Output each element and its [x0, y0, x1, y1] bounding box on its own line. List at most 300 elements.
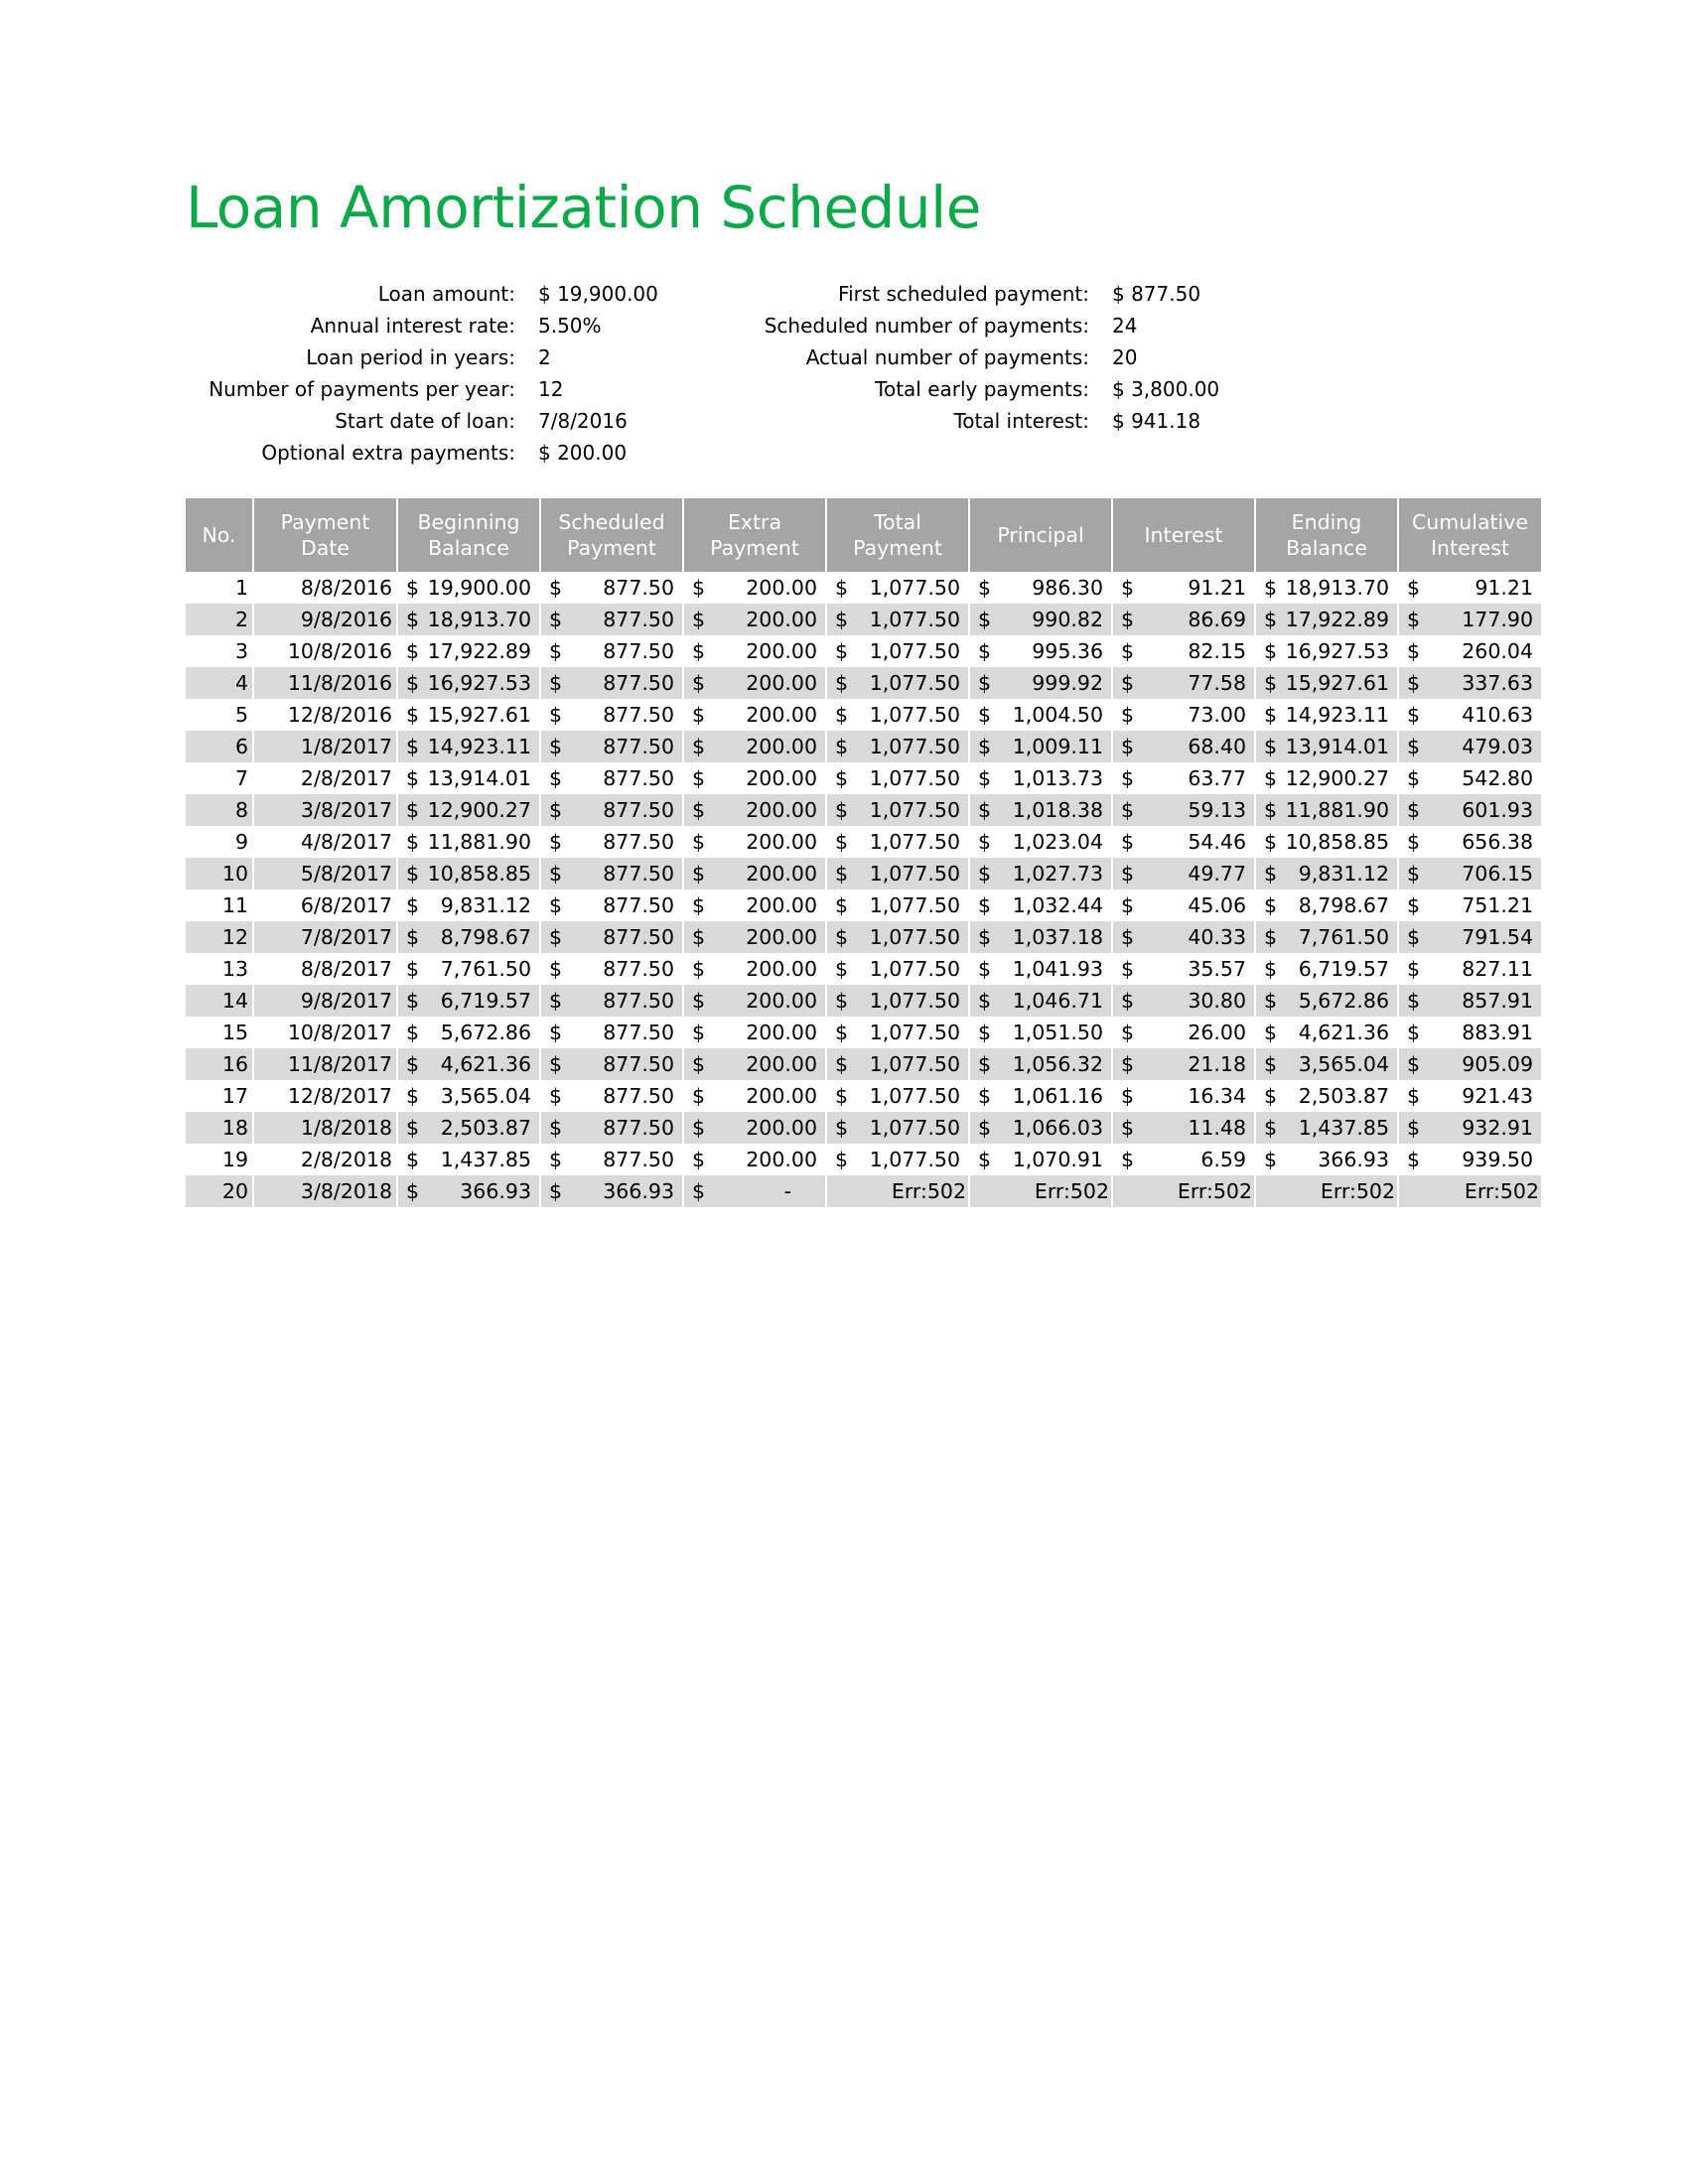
column-header-text: Extra [727, 510, 782, 534]
currency-symbol: $ [835, 830, 849, 854]
cell-date: 6/8/2017 [253, 889, 397, 921]
cell-cumint [1398, 794, 1541, 826]
currency-symbol: $ [978, 925, 992, 949]
loan-input-row [186, 278, 658, 310]
cell-date: 8/8/2017 [253, 953, 397, 985]
currency-symbol: $ [1264, 1084, 1278, 1108]
cell-date: 7/8/2017 [253, 921, 397, 953]
currency-symbol: $ [1407, 1052, 1421, 1076]
currency-symbol: $ [835, 925, 849, 949]
cell-interest [1112, 572, 1255, 604]
currency-symbol: $ [1264, 671, 1278, 695]
cell-extra [683, 1144, 826, 1175]
cell-sched [540, 604, 683, 635]
amount-value: 366.93 [1318, 1148, 1389, 1171]
cell-sched [540, 921, 683, 953]
amount-value: 877.50 [603, 893, 674, 917]
amount-value: 9,831.12 [440, 893, 531, 917]
amount-value: 7,761.50 [1298, 925, 1389, 949]
amount-value: 15,927.61 [427, 703, 531, 727]
cell-no: 2 [186, 604, 253, 635]
cell-principal [969, 1017, 1112, 1048]
cell-sched [540, 794, 683, 826]
cell-interest [1112, 604, 1255, 635]
amount-value: 706.15 [1462, 862, 1533, 886]
amount-value: 1,077.50 [869, 893, 960, 917]
cell-ending [1255, 826, 1398, 858]
currency-symbol: $ [978, 957, 992, 981]
amount-value: 877.50 [603, 1084, 674, 1108]
amount-value: 1,077.50 [869, 989, 960, 1013]
currency-symbol: $ [406, 1052, 420, 1076]
currency-symbol: $ [1407, 1021, 1421, 1044]
amount-value: 40.33 [1188, 925, 1246, 949]
table-row [186, 1175, 1541, 1207]
currency-symbol: $ [1264, 925, 1278, 949]
column-header-principal [969, 498, 1112, 572]
cell-extra [683, 762, 826, 794]
cell-interest [1112, 794, 1255, 826]
table-row [186, 667, 1541, 699]
cell-sched [540, 889, 683, 921]
currency-symbol: $ [835, 671, 849, 695]
amount-value: 10,858.85 [1285, 830, 1389, 854]
loan-input-value: 7/8/2016 [538, 409, 628, 433]
table-row [186, 921, 1541, 953]
currency-symbol: $ [549, 1179, 563, 1203]
currency-symbol: $ [406, 1179, 420, 1203]
cell-principal [969, 921, 1112, 953]
loan-inputs [186, 278, 658, 469]
cell-principal [969, 699, 1112, 731]
amount-value: 49.77 [1188, 862, 1246, 886]
currency-symbol: $ [692, 703, 706, 727]
currency-symbol: $ [549, 735, 563, 758]
currency-symbol: $ [1264, 735, 1278, 758]
cell-cumint [1398, 1112, 1541, 1144]
currency-symbol: $ [549, 639, 563, 663]
cell-sched [540, 1017, 683, 1048]
column-header-date [253, 498, 397, 572]
currency-symbol: $ [549, 608, 563, 631]
cell-begin [397, 572, 540, 604]
currency-symbol: $ [692, 1179, 706, 1203]
amount-value: 877.50 [603, 735, 674, 758]
amount-value: 1,077.50 [869, 639, 960, 663]
cell-total [826, 1112, 969, 1144]
cell-cumint [1398, 1017, 1541, 1048]
table-row [186, 572, 1541, 604]
cell-no: 1 [234, 576, 248, 600]
amount-value: 12,900.27 [1285, 766, 1389, 790]
amount-value: 1,077.50 [869, 925, 960, 949]
currency-symbol: $ [1264, 862, 1278, 886]
amount-value: 1,066.03 [1012, 1116, 1103, 1140]
cell-interest [1112, 731, 1255, 762]
currency-symbol: $ [835, 608, 849, 631]
amount-value: 2,503.87 [1298, 1084, 1389, 1108]
table-row [186, 1017, 1541, 1048]
cell-begin [397, 699, 540, 731]
amount-value: 877.50 [603, 766, 674, 790]
amount-value: 1,077.50 [869, 735, 960, 758]
currency-symbol: $ [406, 639, 420, 663]
column-header-cumint [1398, 498, 1541, 572]
table-row [186, 731, 1541, 762]
page-title: Loan Amortization Schedule [186, 174, 981, 241]
currency-symbol: $ [1407, 862, 1421, 886]
loan-input-label: Optional extra payments: [261, 441, 515, 465]
currency-symbol: $ [692, 671, 706, 695]
amount-value: 1,023.04 [1012, 830, 1103, 854]
cell-ending [1255, 667, 1398, 699]
cell-date: 2/8/2017 [253, 762, 397, 794]
loan-summary-value: $ 877.50 [1112, 282, 1201, 306]
table-row [186, 1144, 1541, 1175]
amount-value: 1,077.50 [869, 798, 960, 822]
column-header-text: Interest [1144, 523, 1223, 547]
amount-value: 19,900.00 [427, 576, 531, 600]
currency-symbol: $ [406, 893, 420, 917]
currency-symbol: $ [1264, 798, 1278, 822]
cell-ending [1255, 1017, 1398, 1048]
currency-symbol: $ [692, 766, 706, 790]
amount-value: 905.09 [1462, 1052, 1533, 1076]
currency-symbol: $ [1407, 735, 1421, 758]
cell-principal [969, 667, 1112, 699]
cell-sched [540, 762, 683, 794]
cell-extra [683, 667, 826, 699]
currency-symbol: $ [406, 925, 420, 949]
cell-sched [540, 985, 683, 1017]
cell-no: 5 [234, 703, 248, 727]
currency-symbol: $ [978, 893, 992, 917]
currency-symbol: $ [692, 957, 706, 981]
amount-value: 479.03 [1462, 735, 1533, 758]
cell-date: 11/8/2016 [253, 667, 397, 699]
currency-symbol: $ [406, 766, 420, 790]
column-header-text: Beginning [417, 510, 520, 534]
cell-extra [683, 699, 826, 731]
currency-symbol: $ [1264, 1148, 1278, 1171]
currency-symbol: $ [1121, 608, 1135, 631]
currency-symbol: $ [1407, 1084, 1421, 1108]
currency-symbol: $ [1407, 703, 1421, 727]
cell-ending [1255, 1048, 1398, 1080]
currency-symbol: $ [692, 735, 706, 758]
loan-input-value: $ 200.00 [538, 441, 628, 465]
currency-symbol: $ [835, 1084, 849, 1108]
cell-interest [1112, 1144, 1255, 1175]
cell-date: 9/8/2017 [253, 985, 397, 1017]
cell-extra [683, 953, 826, 985]
column-header-text: Balance [428, 536, 509, 560]
cell-cumint [1398, 985, 1541, 1017]
cell-ending [1255, 1112, 1398, 1144]
column-header-text: Payment [710, 536, 799, 560]
amortization-table [186, 498, 1541, 1207]
currency-symbol: $ [406, 957, 420, 981]
cell-no: 7 [234, 766, 248, 790]
cell-sched [540, 1175, 683, 1207]
amount-value: 366.93 [460, 1179, 531, 1203]
cell-cumint [1398, 572, 1541, 604]
cell-principal [969, 572, 1112, 604]
column-header-text: Payment Date [280, 510, 370, 560]
amount-value: 11.48 [1188, 1116, 1246, 1140]
cell-begin [397, 1112, 540, 1144]
amount-value: 1,077.50 [869, 830, 960, 854]
currency-symbol: $ [549, 830, 563, 854]
loan-input-value: 2 [538, 345, 551, 369]
cell-date: 5/8/2017 [253, 858, 397, 889]
currency-symbol: $ [692, 798, 706, 822]
cell-date: 8/8/2016 [253, 572, 397, 604]
cell-interest [1112, 921, 1255, 953]
currency-symbol: $ [406, 735, 420, 758]
amount-value: 877.50 [603, 830, 674, 854]
cell-begin [397, 794, 540, 826]
currency-symbol: $ [835, 862, 849, 886]
amount-value: 7,761.50 [440, 957, 531, 981]
cell-begin [397, 921, 540, 953]
amount-value: 1,077.50 [869, 957, 960, 981]
currency-symbol: $ [978, 862, 992, 886]
currency-symbol: $ [406, 830, 420, 854]
currency-symbol: $ [978, 639, 992, 663]
amount-value: 857.91 [1462, 989, 1533, 1013]
currency-symbol: $ [835, 1052, 849, 1076]
loan-input-row [186, 373, 658, 405]
amount-value: 8,798.67 [1298, 893, 1389, 917]
cell-cumint [1398, 826, 1541, 858]
cell-cumint [1398, 1144, 1541, 1175]
cell-no: 4 [186, 667, 253, 699]
cell-principal [969, 794, 1112, 826]
amount-value: 16,927.53 [427, 671, 531, 695]
cell-begin [397, 1080, 540, 1112]
currency-symbol: $ [978, 1084, 992, 1108]
currency-symbol: $ [1407, 989, 1421, 1013]
currency-symbol: $ [1121, 957, 1135, 981]
cell-interest: Err:502 [1112, 1175, 1255, 1207]
amount-value: 260.04 [1462, 639, 1533, 663]
currency-symbol: $ [978, 703, 992, 727]
currency-symbol: $ [549, 862, 563, 886]
cell-total [826, 985, 969, 1017]
cell-no: 3 [234, 639, 248, 663]
amount-value: 4,621.36 [440, 1052, 531, 1076]
currency-symbol: $ [1264, 830, 1278, 854]
cell-total [826, 604, 969, 635]
amount-value: 1,004.50 [1012, 703, 1103, 727]
currency-symbol: $ [1407, 957, 1421, 981]
currency-symbol: $ [978, 1148, 992, 1171]
cell-interest [1112, 1048, 1255, 1080]
cell-ending [1255, 985, 1398, 1017]
amount-value: 86.69 [1188, 608, 1246, 631]
loan-summary-value: $ 941.18 [1112, 409, 1201, 433]
amount-value: 200.00 [746, 830, 817, 854]
currency-symbol: $ [1407, 925, 1421, 949]
amount-value: 990.82 [1032, 608, 1103, 631]
currency-symbol: $ [1121, 925, 1135, 949]
column-header-text: Interest [1431, 536, 1509, 560]
amount-value: 877.50 [603, 608, 674, 631]
table-header-row [186, 498, 1541, 572]
currency-symbol: $ [692, 1084, 706, 1108]
amount-value: 16,927.53 [1285, 639, 1389, 663]
cell-interest [1112, 1112, 1255, 1144]
cell-ending [1255, 889, 1398, 921]
amount-value: 6,719.57 [440, 989, 531, 1013]
cell-ending [1255, 604, 1398, 635]
amount-value: 995.36 [1032, 639, 1103, 663]
currency-symbol: $ [1121, 639, 1135, 663]
cell-date: 9/8/2016 [253, 604, 397, 635]
currency-symbol: $ [978, 1116, 992, 1140]
cell-extra [683, 635, 826, 667]
amount-value: 45.06 [1188, 893, 1246, 917]
loan-input-row [186, 341, 658, 373]
cell-date: 1/8/2018 [253, 1112, 397, 1144]
currency-symbol: $ [1264, 766, 1278, 790]
loan-input-label: Annual interest rate: [310, 314, 515, 338]
amount-value: 1,077.50 [869, 1116, 960, 1140]
currency-symbol: $ [1407, 798, 1421, 822]
amount-value: 200.00 [746, 766, 817, 790]
cell-extra [683, 794, 826, 826]
currency-symbol: $ [692, 862, 706, 886]
cell-total [826, 667, 969, 699]
amount-value: 68.40 [1188, 735, 1246, 758]
cell-cumint [1398, 1048, 1541, 1080]
amount-value: 877.50 [603, 703, 674, 727]
cell-no: 6 [186, 731, 253, 762]
amount-value: 827.11 [1462, 957, 1533, 981]
currency-symbol: $ [1121, 830, 1135, 854]
cell-ending [1255, 762, 1398, 794]
cell-total [826, 794, 969, 826]
currency-symbol: $ [406, 862, 420, 886]
amount-value: 1,018.38 [1012, 798, 1103, 822]
amount-value: 13,914.01 [1285, 735, 1389, 758]
cell-principal [969, 762, 1112, 794]
currency-symbol: $ [406, 1084, 420, 1108]
loan-summary-row [755, 373, 1219, 405]
amount-value: 932.91 [1462, 1116, 1533, 1140]
column-header-text: Scheduled [558, 510, 665, 534]
cell-extra [683, 985, 826, 1017]
currency-symbol: $ [1121, 989, 1135, 1013]
currency-symbol: $ [1264, 1021, 1278, 1044]
cell-ending [1255, 921, 1398, 953]
currency-symbol: $ [1407, 576, 1421, 600]
cell-sched [540, 635, 683, 667]
currency-symbol: $ [835, 576, 849, 600]
cell-begin [397, 1017, 540, 1048]
currency-symbol: $ [1264, 989, 1278, 1013]
currency-symbol: $ [1121, 1116, 1135, 1140]
amount-value: 1,070.91 [1012, 1148, 1103, 1171]
cell-extra [683, 1017, 826, 1048]
cell-begin [397, 889, 540, 921]
currency-symbol: $ [406, 671, 420, 695]
currency-symbol: $ [1121, 1021, 1135, 1044]
currency-symbol: $ [692, 1116, 706, 1140]
currency-symbol: $ [1407, 1148, 1421, 1171]
cell-no: 16 [186, 1048, 253, 1080]
table-row [186, 953, 1541, 985]
currency-symbol: $ [835, 798, 849, 822]
amount-value: 877.50 [603, 1021, 674, 1044]
column-header-interest [1112, 498, 1255, 572]
cell-ending: Err:502 [1255, 1175, 1398, 1207]
amount-value: 2,503.87 [440, 1116, 531, 1140]
amount-value: 3,565.04 [440, 1084, 531, 1108]
cell-total: Err:502 [826, 1175, 969, 1207]
currency-symbol: $ [549, 989, 563, 1013]
cell-principal [969, 1144, 1112, 1175]
amount-value: 1,046.71 [1012, 989, 1103, 1013]
cell-cumint [1398, 731, 1541, 762]
currency-symbol: $ [1264, 893, 1278, 917]
cell-sched [540, 826, 683, 858]
cell-begin [397, 762, 540, 794]
currency-symbol: $ [978, 576, 992, 600]
loan-input-label: Loan amount: [377, 282, 515, 306]
currency-symbol: $ [978, 1052, 992, 1076]
currency-symbol: $ [1121, 766, 1135, 790]
currency-symbol: $ [1407, 766, 1421, 790]
column-header-text: Payment [853, 536, 942, 560]
amount-value: 791.54 [1462, 925, 1533, 949]
amount-value: 13,914.01 [427, 766, 531, 790]
currency-symbol: $ [1121, 862, 1135, 886]
amount-value: 1,077.50 [869, 1148, 960, 1171]
cell-begin [397, 604, 540, 635]
amount-value: 877.50 [603, 1052, 674, 1076]
currency-symbol: $ [692, 925, 706, 949]
currency-symbol: $ [1407, 639, 1421, 663]
amount-value: 656.38 [1462, 830, 1533, 854]
currency-symbol: $ [1407, 1116, 1421, 1140]
currency-symbol: $ [1264, 1052, 1278, 1076]
currency-symbol: $ [835, 639, 849, 663]
cell-principal [969, 858, 1112, 889]
currency-symbol: $ [978, 735, 992, 758]
cell-total [826, 731, 969, 762]
currency-symbol: $ [1121, 893, 1135, 917]
amount-value: 1,077.50 [869, 1084, 960, 1108]
cell-principal [969, 731, 1112, 762]
loan-summary-value: 24 [1112, 314, 1138, 338]
currency-symbol: $ [406, 703, 420, 727]
currency-symbol: $ [978, 798, 992, 822]
amount-value: 63.77 [1188, 766, 1246, 790]
loan-input-label: Number of payments per year: [209, 377, 515, 401]
currency-symbol: $ [549, 1084, 563, 1108]
cell-total [826, 572, 969, 604]
loan-summary-value: $ 3,800.00 [1112, 377, 1220, 401]
currency-symbol: $ [549, 1052, 563, 1076]
currency-symbol: $ [549, 893, 563, 917]
loan-input-row [186, 437, 658, 469]
currency-symbol: $ [978, 608, 992, 631]
loan-summary [755, 278, 1219, 437]
loan-input-row [186, 405, 658, 437]
cell-date: 1/8/2017 [253, 731, 397, 762]
